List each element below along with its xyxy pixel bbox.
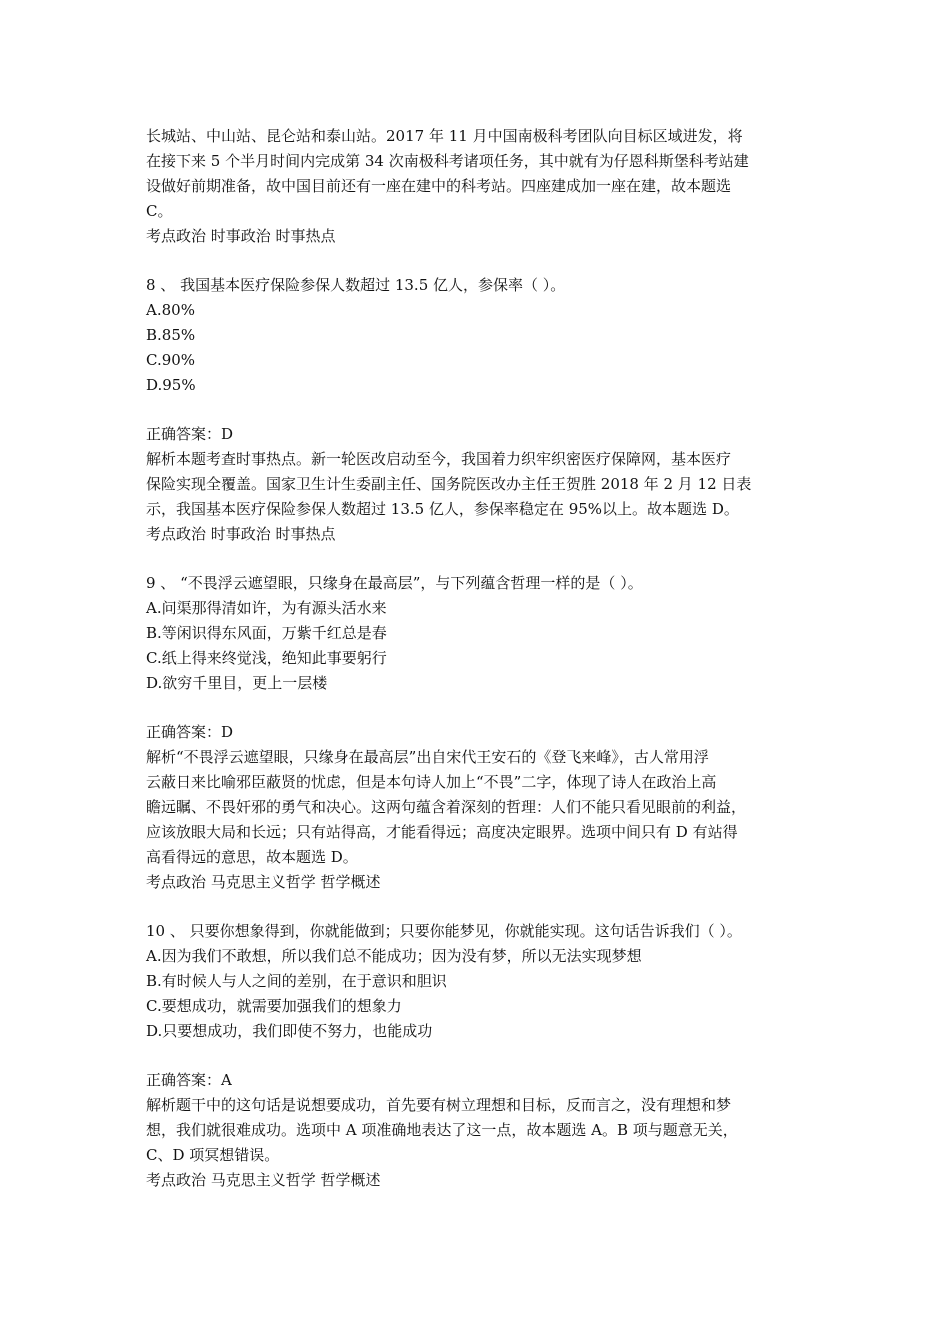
question-8-option: C.90% [146,351,196,369]
intro-tags: 考点政治 时事政治 时事热点 [146,227,336,245]
question-10-analysis: 想，我们就很难成功。选项中 A 项准确地表达了这一点，故本题选 A。B 项与题意无关， [146,1121,738,1139]
spacer [146,1044,836,1068]
question-10-option: A.因为我们不敢想，所以我们总不能成功；因为没有梦，所以无法实现梦想 [146,947,642,965]
question-10-tags: 考点政治 马克思主义哲学 哲学概述 [146,1171,381,1189]
question-8-option: A.80% [146,301,195,319]
intro-line: 长城站、中山站、昆仑站和泰山站。2017 年 11 月中国南极科考团队向目标区域进发，将 [146,127,743,145]
spacer [146,895,836,919]
question-10-option: D.只要想成功，我们即使不努力，也能成功 [146,1022,433,1040]
spacer [146,696,836,720]
question-10-answer: 正确答案：A [146,1071,232,1089]
question-8-option: D.95% [146,376,196,394]
spacer [146,398,836,422]
question-9-analysis: 云蔽日来比喻邪臣蔽贤的忧虑，但是本句诗人加上“不畏”二字，体现了诗人在政治上高 [146,773,717,791]
question-9-option: B.等闲识得东风面，万紫千红总是春 [146,624,387,642]
question-8-text: 8 、 我国基本医疗保险参保人数超过 13.5 亿人，参保率（ ）。 [146,276,566,294]
document-page [146,124,836,1193]
intro-line: C。 [146,202,173,220]
question-8-answer: 正确答案：D [146,425,234,443]
question-8-analysis: 保险实现全覆盖。国家卫生计生委副主任、国务院医改办主任王贺胜 2018 年 2 月 12 日表 [146,475,752,493]
question-9-text: 9 、 “不畏浮云遮望眼，只缘身在最高层”，与下列蕴含哲理一样的是（ ）。 [146,574,643,592]
intro-line: 在接下来 5 个半月时间内完成第 34 次南极科考诸项任务，其中就有为仔恩科斯堡科考站建 [146,152,749,170]
question-9-option: C.纸上得来终觉浅，绝知此事要躬行 [146,649,387,667]
spacer [146,249,836,273]
question-8-analysis: 解析本题考查时事热点。新一轮医改启动至今，我国着力织牢织密医疗保障网，基本医疗 [146,450,732,468]
question-9-analysis: 瞻远瞩、不畏奸邪的勇气和决心。这两句蕴含着深刻的哲理：人们不能只看见眼前的利益， [146,798,747,816]
question-9-answer: 正确答案：D [146,723,234,741]
question-9-analysis: 应该放眼大局和长远；只有站得高，才能看得远；高度决定眼界。选项中间只有 D 有站得 [146,823,738,841]
question-10-analysis: C、D 项冥想错误。 [146,1146,280,1164]
question-10-option: C.要想成功，就需要加强我们的想象力 [146,997,402,1015]
question-9-option: A.问渠那得清如许，为有源头活水来 [146,599,387,617]
question-8-option: B.85% [146,326,196,344]
question-10-text: 10 、 只要你想象得到，你就能做到；只要你能梦见，你就能实现。这句话告诉我们（ ）。 [146,922,742,940]
question-9-analysis: 高看得远的意思，故本题选 D。 [146,848,358,866]
spacer [146,547,836,571]
intro-line: 设做好前期准备，故中国目前还有一座在建中的科考站。四座建成加一座在建，故本题选 [146,177,732,195]
question-10-analysis: 解析题干中的这句话是说想要成功，首先要有树立理想和目标，反而言之，没有理想和梦 [146,1096,732,1114]
question-9-option: D.欲穷千里目，更上一层楼 [146,674,328,692]
question-8-analysis: 示，我国基本医疗保险参保人数超过 13.5 亿人，参保率稳定在 95%以上。故本题选 D。 [146,500,739,518]
question-9-analysis: 解析“不畏浮云遮望眼，只缘身在最高层”出自宋代王安石的《登飞来峰》，古人常用浮 [146,748,709,766]
question-8-tags: 考点政治 时事政治 时事热点 [146,525,336,543]
question-10-option: B.有时候人与人之间的差别，在于意识和胆识 [146,972,447,990]
question-9-tags: 考点政治 马克思主义哲学 哲学概述 [146,873,381,891]
